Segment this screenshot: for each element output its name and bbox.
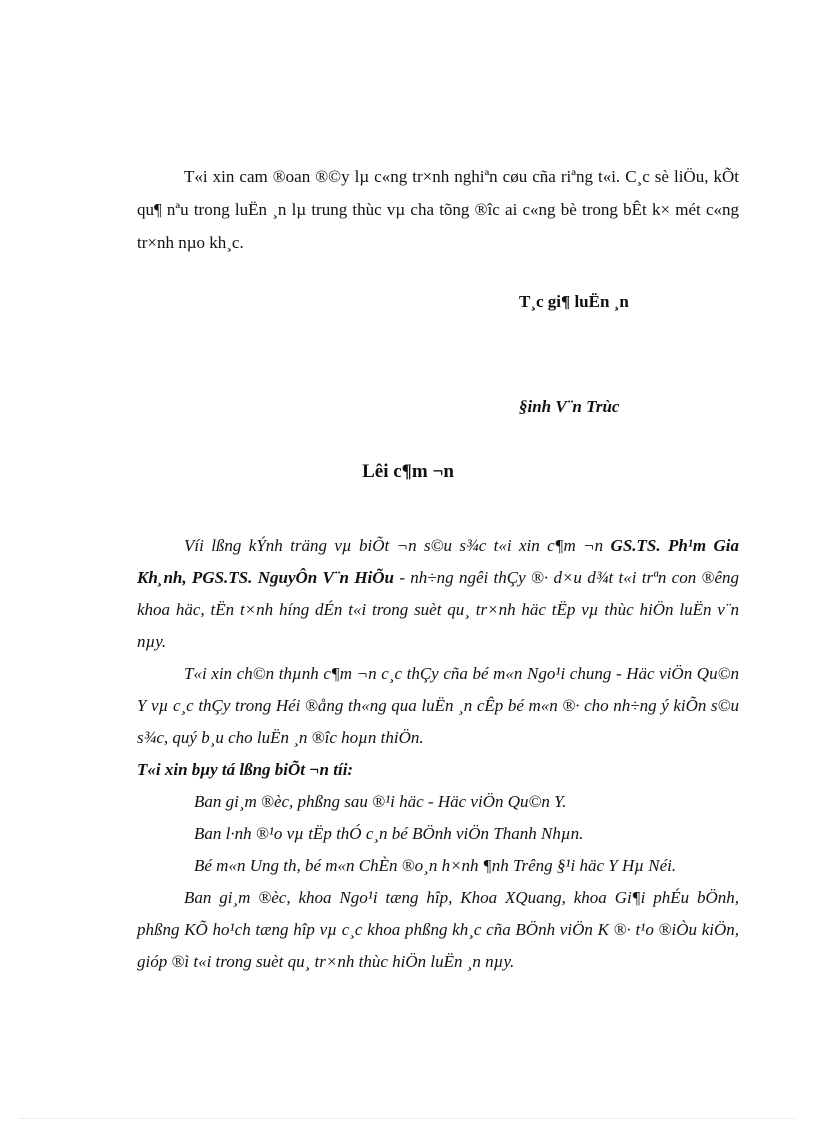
acknowledgement-intro [137,530,739,658]
intro-end: - nh÷ng ngêi thÇy ®· d×u d¾t t«i trªn con ®êng khoa häc, tËn t×nh híng dÉn t«i trong suèt qu¸ tr×nh häc tËp vµ thùc hiÖn luËn v¨n nµy. [137,568,739,651]
acknowledgement-paragraph-last: Ban gi¸m ®èc, khoa Ngo¹i tæng hîp, Khoa XQuang, khoa Gi¶i phÉu bÖnh, phßng KÕ ho¹ch tæng hîp vµ c¸c khoa phßng kh¸c cña BÖnh viÖn K ®· t¹o ®iÒu kiÖn, gióp ®ì t«i trong suèt qu¸ tr×nh thùc hiÖn luËn ¸n nµy. [137,888,739,971]
acknowledgement-paragraph-2: T«i xin ch©n thµnh c¶m ¬n c¸c thÇy cña bé m«n Ngo¹i chung - Häc viÖn Qu©n Y vµ c¸c thÇy trong Héi ®ång th«ng qua luËn ¸n cÊp bé m«n ®· cho nh÷ng ý kiÕn s©u s¾c, quý b¸u cho luËn ¸n ®îc hoµn thiÖn. [137,664,739,747]
page-bottom-divider [20,1118,796,1119]
thanks-title: T«i xin bµy tá lßng biÕt ¬n tíi: [137,760,354,779]
thanks-item: Bé m«n Ung th, bé m«n ChÈn ®o¸n h×nh ¶nh Trêng §¹i häc Y Hµ Néi. [194,856,677,875]
thanks-item: Ban gi¸m ®èc, phßng sau ®¹i häc - Häc viÖn Qu©n Y. [194,792,567,811]
intro-start: Víi lßng kÝnh träng vµ biÕt ¬n s©u s¾c t«i xin c¶m ¬n [184,536,604,555]
signature-name: §inh V¨n Trùc [519,397,620,416]
supervisors-names: GS.TS. Ph¹m Gia Kh¸nh, PGS.TS. NguyÔn V¨n HiÕu [137,536,739,587]
acknowledgement-title: Lêi c¶m ¬n [362,461,454,482]
acknowledgement-body [137,530,739,978]
thanks-item: Ban l·nh ®¹o vµ tËp thÓ c¸n bé BÖnh viÖn Thanh Nhµn. [194,824,584,843]
signature-label: T¸c gi¶ luËn ¸n [519,292,629,311]
declaration-paragraph: T«i xin cam ®oan ®©y lµ c«ng tr×nh nghiªn cøu cña riªng t«i. C¸c sè liÖu, kÕt qu¶ nªu trong luËn ¸n lµ trung thùc vµ cha tõng ®îc ai c«ng bè trong bÊt k× mét c«ng tr×nh nµo kh¸c. [137,167,739,252]
